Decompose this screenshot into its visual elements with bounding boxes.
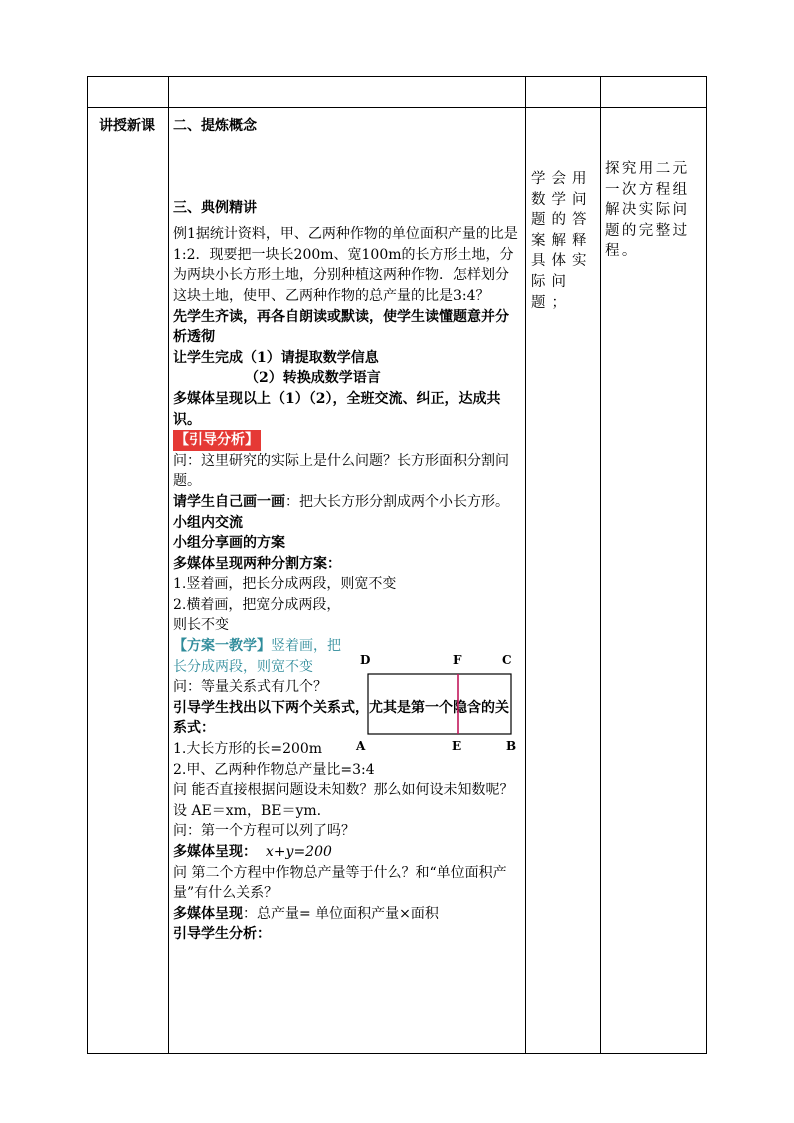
- question-5: 问 第二个方程中作物总产量等于什么？和“单位面积产量”有什么关系？: [173, 864, 507, 902]
- draw-instruction: 请学生自己画一画：把大长方形分割成两个小长方形。: [173, 493, 509, 510]
- question-1: 问：这里研究的实际上是什么问题？长方形面积分割问题。: [173, 452, 509, 490]
- example-1-text: 例1据统计资料，甲、乙两种作物的单位面积产量的比是1:2．现要把一块长200m、宽100m的长方形土地，分为两块小长方形土地，分别种植这两种作物．怎样划分这块土地，使甲、乙两种作物的总产量的比是3:4？: [173, 226, 518, 304]
- guide-analysis-label: 【引导分析】: [173, 430, 261, 451]
- reading-instruction: 先学生齐读，再各自朗读或默读，使学生读懂题意并分析透彻: [173, 308, 509, 346]
- equation-1: 多媒体呈现： x+y=200: [173, 844, 332, 860]
- multimedia-plans: 多媒体呈现两种分割方案：: [173, 555, 341, 572]
- stage-label: 讲授新课: [99, 118, 155, 134]
- point-B-label: B: [506, 739, 517, 753]
- table-border-top: [87, 76, 707, 77]
- plan-one-teaching: 【方案一教学】竖着画，把长分成两段，则宽不变: [173, 638, 341, 675]
- question-4: 问：第一个方程可以列了吗？: [173, 823, 355, 840]
- group-share: 小组分享画的方案: [173, 535, 285, 552]
- point-A-label: A: [356, 739, 366, 753]
- question-2: 问：等量关系式有几个？: [173, 679, 327, 696]
- point-F-label: F: [453, 653, 462, 667]
- plan-1: 1.竖着画，把长分成两段，则宽不变: [173, 576, 397, 593]
- design-intent: 探究用二元一次方程组解决实际问题的完整过程。: [605, 161, 690, 260]
- task-1: 让学生完成（1）请提取数学信息: [173, 349, 379, 366]
- point-C-label: C: [502, 653, 512, 667]
- lesson-table: [87, 76, 707, 1054]
- question-3: 问 能否直接根据问题设未知数？那么如何设未知数呢？: [173, 782, 514, 799]
- multimedia-formula: 多媒体呈现：总产量= 单位面积产量×面积: [173, 905, 439, 922]
- point-E-label: E: [452, 739, 462, 753]
- rectangle-division-figure: [355, 648, 525, 758]
- section-2-heading: 二、提炼概念: [173, 118, 257, 134]
- relation-guide: 引导学生找出以下两个关系式，尤其是第一个隐含的关系式：: [173, 699, 509, 737]
- guide-analysis: 引导学生分析：: [173, 926, 271, 943]
- task-2: （2）转换成数学语言: [245, 370, 381, 387]
- set-unknowns: 设 AE＝xm，BE＝ym.: [173, 802, 322, 819]
- table-col-divider-2: [525, 76, 526, 1054]
- relation-2: 2.甲、乙两种作物总产量比=3:4: [173, 761, 375, 778]
- teaching-content: [173, 116, 521, 945]
- large-rectangle: [368, 674, 511, 734]
- section-3-heading: 三、典例精讲: [173, 199, 257, 216]
- table-row-divider: [87, 107, 707, 108]
- plan-2: 2.横着画，把宽分成两段，则长不变: [173, 596, 341, 634]
- table-col-divider-1: [168, 76, 169, 1054]
- table-border-left: [87, 76, 88, 1054]
- relation-1: 1.大长方形的长=200m: [173, 741, 323, 758]
- multimedia-step-1: 多媒体呈现以上（1）（2），全班交流、纠正，达成共识。: [173, 390, 501, 428]
- student-activity: 学会用数学问题的答案解释具体实际问题；: [531, 171, 593, 311]
- point-D-label: D: [360, 653, 371, 667]
- table-col-divider-3: [600, 76, 601, 1054]
- group-exchange: 小组内交流: [173, 514, 243, 531]
- table-border-bottom: [87, 1053, 707, 1054]
- table-border-right: [706, 76, 707, 1054]
